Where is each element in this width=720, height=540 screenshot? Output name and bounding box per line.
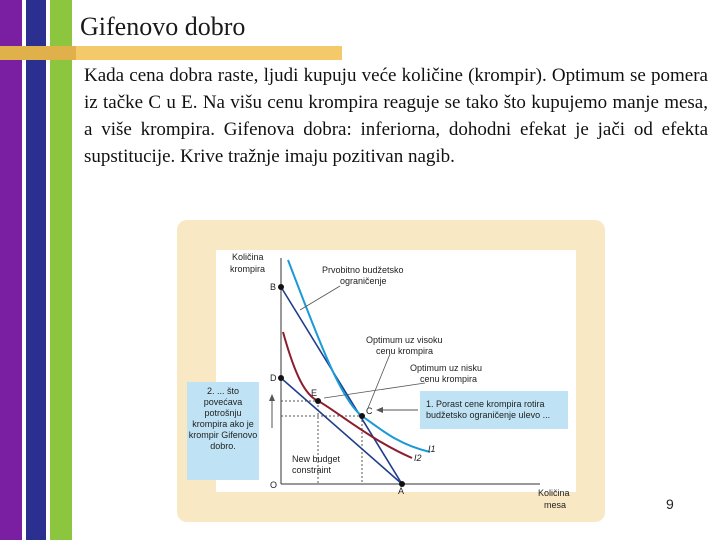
label-new-budget-line1: New budget [292, 454, 341, 464]
point-E-label: E [311, 388, 318, 398]
curve-I1-label: I1 [428, 444, 436, 454]
label-opt-high-line2: cenu krompira [376, 346, 434, 356]
x-axis-label-line2: mesa [544, 500, 567, 510]
label-opt-low-line2: cenu krompira [420, 374, 478, 384]
label-initial-budget-line2: ograničenje [340, 276, 387, 286]
point-A-label: A [398, 486, 405, 496]
point-C-label: C [366, 406, 373, 416]
label-new-budget-line2: constraint [292, 465, 332, 475]
point-B-label: B [270, 282, 277, 292]
curve-I2-label: I2 [414, 453, 422, 463]
point-D-marker [278, 375, 284, 381]
label-opt-low-line1: Optimum uz nisku [410, 363, 483, 373]
y-axis-label-line2: krompira [230, 264, 266, 274]
leader-opt-high [368, 354, 390, 408]
point-C-marker [359, 413, 365, 419]
label-initial-budget-line1: Prvobitno budžetsko [322, 265, 404, 275]
note-giffen-consumption: 2. ... što povećava potrošnju krompira ako je krompir Gifenovo dobro. [187, 382, 259, 480]
point-D-label: D [270, 373, 277, 383]
slide-title: Gifenovo dobro [80, 12, 246, 41]
arrow-up-left-head [269, 394, 275, 401]
note-budget-rotation: 1. Porast cene krompira rotira budžetsko ograničenje ulevo ... [420, 391, 568, 429]
indifference-curve-I1 [288, 260, 430, 452]
point-E-marker [315, 398, 321, 404]
label-opt-high-line1: Optimum uz visoku [366, 335, 443, 345]
y-axis-label-line1: Količina [232, 252, 264, 262]
origin-label: O [270, 480, 278, 490]
point-B-marker [278, 284, 284, 290]
leader-initial-budget [300, 286, 340, 310]
page-number: 9 [666, 496, 674, 512]
x-axis-label-line1: Količina [538, 488, 570, 498]
arrow-left-note-head [376, 407, 383, 413]
slide-body-text: Kada cena dobra raste, ljudi kupuju veće količine (krompir). Optimum se pomera iz tačke C u E. Na višu cenu krompira reaguje se tako što kupujemo manje mesa, a više krompira. Gifenova dobra: inferiorna, dohodni efekat je jači od efekta supstitucije. Krive tražnje imaju pozitivan nagib. [84, 65, 708, 167]
